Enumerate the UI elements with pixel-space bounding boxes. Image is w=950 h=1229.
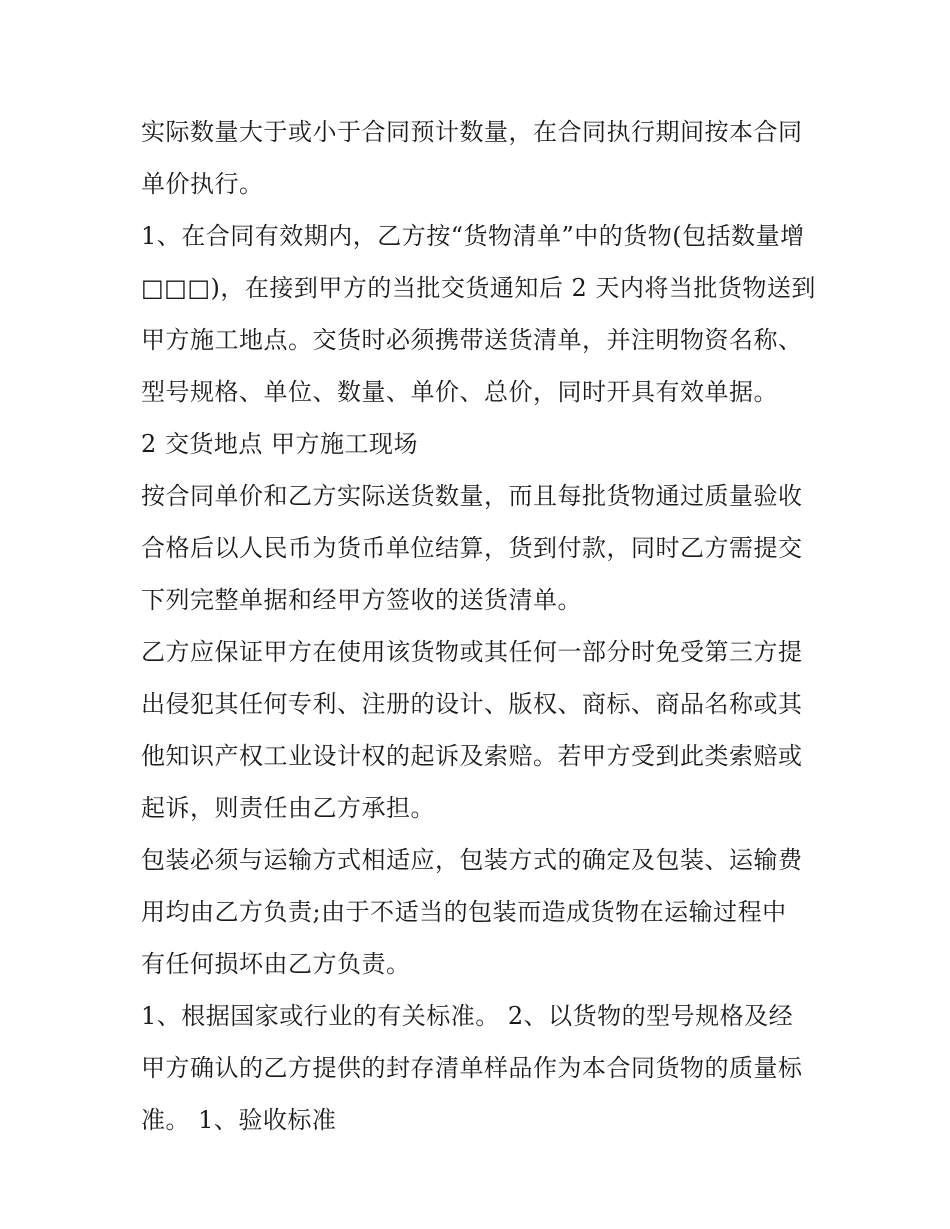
text-line: □□□)，在接到甲方的当批交货通知后 2 天内将当批货物送到	[141, 274, 816, 302]
text-line: 单价执行。	[141, 170, 264, 198]
text-line: 出侵犯其任何专利、注册的设计、版权、商标、商品名称或其	[141, 690, 803, 718]
text-line: 甲方确认的乙方提供的封存清单样品作为本合同货物的质量标	[141, 1054, 803, 1082]
text-line: 型号规格、单位、数量、单价、总价，同时开具有效单据。	[141, 378, 778, 406]
text-line: 按合同单价和乙方实际送货数量，而且每批货物通过质量验收	[141, 482, 803, 510]
text-line: 下列完整单据和经甲方签收的送货清单。	[141, 586, 582, 614]
text-line: 乙方应保证甲方在使用该货物或其任何一部分时免受第三方提	[141, 638, 803, 666]
text-line: 起诉，则责任由乙方承担。	[141, 794, 435, 822]
text-line: 实际数量大于或小于合同预计数量，在合同执行期间按本合同	[141, 118, 803, 146]
text-line: 准。 1、验收标准	[141, 1106, 337, 1134]
document-body	[141, 106, 821, 1146]
text-line: 甲方施工地点。交货时必须携带送货清单，并注明物资名称、	[141, 326, 803, 354]
text-line: 包装必须与运输方式相适应，包装方式的确定及包装、运输费	[141, 846, 803, 874]
text-line: 他知识产权工业设计权的起诉及索赔。若甲方受到此类索赔或	[141, 742, 803, 770]
text-line: 1、在合同有效期内，乙方按“货物清单”中的货物(包括数量增	[141, 222, 805, 250]
text-line: 合格后以人民币为货币单位结算，货到付款，同时乙方需提交	[141, 534, 803, 562]
text-line: 2 交货地点 甲方施工现场	[141, 430, 419, 458]
text-line: 用均由乙方负责;由于不适当的包装而造成货物在运输过程中	[141, 898, 787, 926]
text-line: 有任何损坏由乙方负责。	[141, 950, 411, 978]
text-line: 1、根据国家或行业的有关标准。 2、以货物的型号规格及经	[141, 1002, 794, 1030]
